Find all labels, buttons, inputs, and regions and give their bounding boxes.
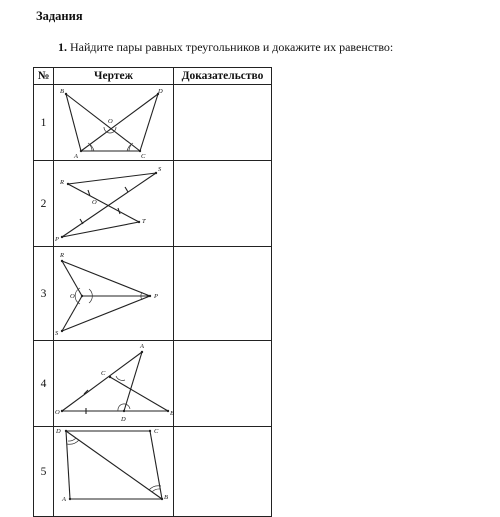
table-row: [34, 341, 272, 427]
table-row: [34, 161, 272, 247]
segment-rp: [62, 261, 150, 296]
label-s: S: [158, 166, 162, 173]
proof-cell[interactable]: [174, 85, 272, 161]
segment-so: [62, 296, 82, 331]
label-a: A: [62, 496, 66, 503]
label-b: B: [164, 494, 168, 501]
segment-ro: [62, 261, 82, 296]
proof-cell[interactable]: [174, 247, 272, 341]
header-proof: Доказательство: [174, 68, 272, 85]
label-d: D: [56, 428, 61, 435]
figure-5: [54, 427, 174, 516]
label-d: D: [121, 416, 126, 423]
segment-db: [66, 431, 162, 499]
label-d: D: [158, 88, 163, 95]
task-number: 1.: [58, 40, 67, 54]
segment-ba: [66, 94, 81, 151]
row-number: 5: [34, 427, 54, 517]
label-c: C: [154, 428, 159, 435]
label-o: O: [55, 409, 60, 416]
label-r: R: [60, 252, 64, 259]
label-o: O: [92, 199, 97, 206]
label-s: S: [55, 330, 59, 337]
drawing-cell: [54, 161, 174, 247]
label-p: P: [154, 293, 158, 300]
segment-bc: [66, 94, 140, 151]
label-o: O: [108, 118, 113, 125]
label-b: B: [170, 410, 174, 417]
proof-cell[interactable]: [174, 427, 272, 517]
proof-cell[interactable]: [174, 161, 272, 247]
drawing-cell: [54, 85, 174, 161]
label-o: O: [70, 293, 75, 300]
figure-3: [54, 247, 174, 340]
segment-rt: [68, 184, 139, 222]
tasks-table: [33, 67, 272, 517]
table-row: [34, 247, 272, 341]
figure-4: [54, 341, 174, 426]
drawing-cell: [54, 427, 174, 517]
row-number: 4: [34, 341, 54, 427]
label-a: A: [140, 343, 144, 350]
row-number: 3: [34, 247, 54, 341]
figure-2: [54, 161, 174, 246]
segment-da: [81, 94, 158, 151]
table-row: [34, 427, 272, 517]
label-a: A: [74, 153, 78, 160]
figure-1: [54, 85, 174, 160]
drawing-cell: [54, 247, 174, 341]
section-heading: Задания: [36, 9, 83, 23]
label-b: B: [60, 88, 64, 95]
proof-cell[interactable]: [174, 341, 272, 427]
label-t: T: [142, 218, 146, 225]
label-c: C: [101, 370, 106, 377]
segment-cb: [150, 431, 162, 499]
label-p: P: [55, 236, 59, 243]
header-drawing: Чертеж: [54, 68, 174, 85]
task-text: Найдите пары равных треугольников и докажите их равенство:: [70, 40, 394, 54]
header-number: №: [34, 68, 54, 85]
drawing-cell: [54, 341, 174, 427]
segment-ad: [124, 352, 142, 411]
segment-cb: [110, 377, 168, 411]
table-header-row: [34, 68, 272, 85]
task-statement: [58, 40, 393, 55]
segment-dc: [140, 94, 158, 151]
label-r: R: [60, 179, 64, 186]
row-number: 2: [34, 161, 54, 247]
segment-oa: [62, 352, 142, 411]
segment-sp: [62, 296, 150, 331]
row-number: 1: [34, 85, 54, 161]
table-row: [34, 85, 272, 161]
label-c: C: [141, 153, 146, 160]
